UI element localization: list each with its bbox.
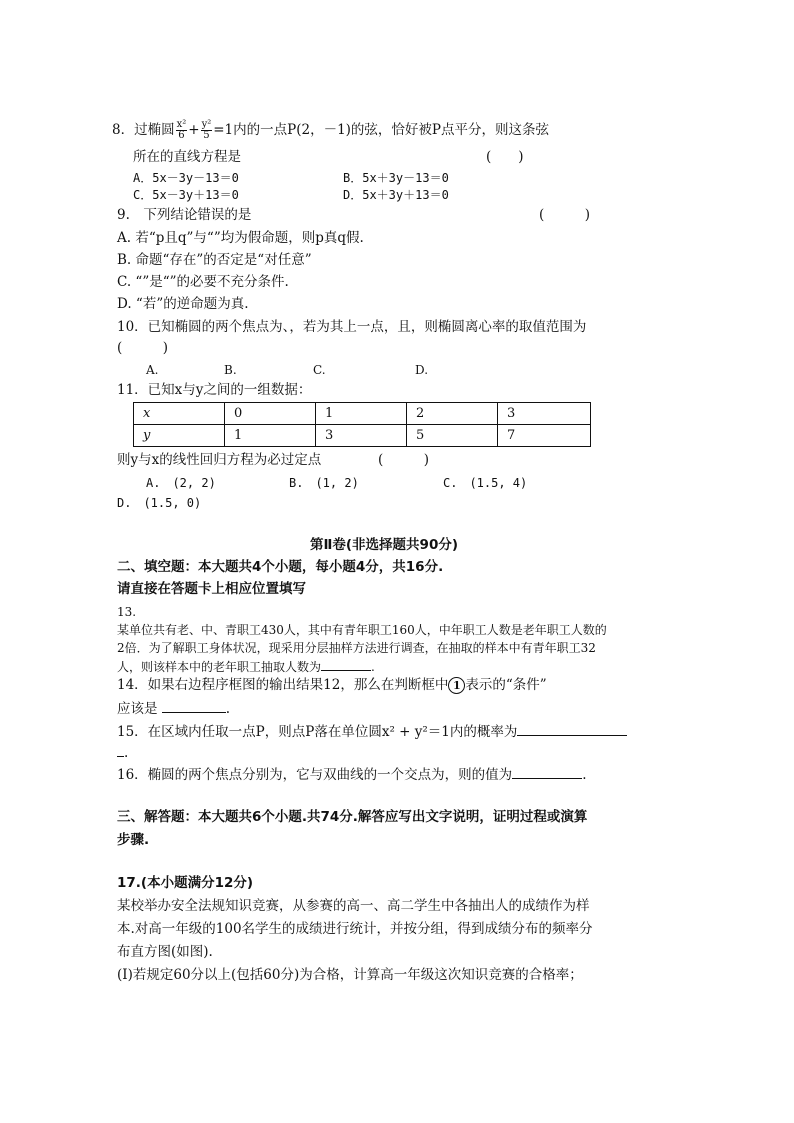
q11-option-a: A. (2, 2) [146,476,216,490]
question-17-title: 17.(本小题满分12分) [117,875,254,891]
table-cell: 0 [225,403,316,425]
q17-part-1: (Ⅰ)若规定60分以上(包括60分)为合格，计算高一年级这次知识竞赛的合格率； [117,967,583,983]
q10-option-b: B. [224,363,237,377]
answer-blank [512,765,582,779]
q10-option-d: D. [415,363,429,377]
question-13-number: 13. [117,605,137,619]
q10-option-c: C. [313,363,326,377]
answer-blank [321,657,371,671]
q10-option-a: A. [146,363,159,377]
q8-fraction-x: $\frac{\text{x²}}{6}$ [176,119,187,141]
q11-after-text: 则y与x的线性回归方程为必过定点 [117,452,322,468]
q17-line-2: 本.对高一年级的100名学生的成绩进行统计，并按分组，得到成绩分布的频率分 [117,921,593,937]
section-2-instruction: 请直接在答题卡上相应位置填写 [117,581,306,597]
q8-answer-bracket: ( ) [486,149,524,165]
q17-line-1: 某校举办安全法规知识竞赛，从参赛的高一、高二学生中各抽出人的成绩作为样 [117,898,590,914]
q8-option-a: A．5x－3y－13＝0 [133,171,239,185]
table-cell: x [134,403,225,425]
data-table [133,402,591,447]
q8-text: =1内的一点P(2，－1)的弦，恰好被P点平分，则这条弦 [213,122,550,138]
q8-fraction-y: $\frac{\text{y²}}{5}$ [201,119,212,141]
q10-answer-bracket: ( ) [117,340,169,356]
answer-blank [517,722,627,736]
table-row [134,425,591,447]
answer-blank [117,743,124,757]
table-cell: 7 [498,425,591,447]
answer-blank [162,699,226,713]
q17-line-3: 布直方图(如图). [117,944,213,960]
q8-option-d: D．5x＋3y＋13＝0 [343,188,449,202]
question-14: 14．如果右边程序框图的输出结果12，那么在判断框中 1 表示的“条件” [117,677,547,693]
question-11: 11．已知x与y之间的一组数据： [117,382,312,398]
question-8: 8．过椭圆 $\frac{\text{x²}}{6}$ + $\frac{\text{y²}}{5}$ =1内的一点P(2，－1)的弦，恰好被P点平分，则这条弦 [112,119,550,141]
section-2-heading: 二、填空题：本大题共4个小题，每小题4分，共16分. [117,559,444,575]
q9-answer-bracket: ( ) [539,207,591,223]
question-15: 15．在区域内任取一点P，则点P落在单位圆x² + y²＝1内的概率为 [117,722,627,741]
table-cell: 5 [407,425,498,447]
table-cell: 1 [316,403,407,425]
question-9: 9. 下列结论错误的是 [117,207,252,223]
q15-line-2: . [117,743,128,762]
q11-answer-bracket: ( ) [378,452,430,468]
part-2-title: 第Ⅱ卷(非选择题共90分) [310,537,459,553]
q9-option-c: C. “”是“”的必要不充分条件. [117,274,289,290]
q8-line2: 所在的直线方程是 [133,149,241,165]
q14-line-2: 应该是 . [117,701,231,717]
question-16: 16．椭圆的两个焦点分别为，它与双曲线的一个交点为，则的值为 . [117,767,587,783]
section-3-heading: 三、解答题：本大题共6个小题.共74分.解答应写出文字说明，证明过程或演算 [117,809,588,825]
section-3-heading-line-2: 步骤. [117,832,150,848]
circled-one-icon: 1 [448,677,465,694]
table-row [134,403,591,425]
q8-prefix: 8．过椭圆 [112,122,175,138]
table-cell: 1 [225,425,316,447]
q9-option-a: A. 若“p且q”与“”均为假命题，则p真q假. [117,230,364,246]
table-cell: 2 [407,403,498,425]
q13-line-1: 某单位共有老、中、青职工430人，其中有青年职工160人，中年职工人数是老年职工人数的 [117,623,607,637]
question-10: 10．已知椭圆的两个焦点为、，若为其上一点，且，则椭圆离心率的取值范围为 [117,319,587,335]
q8-option-c: C．5x－3y＋13＝0 [133,188,239,202]
q8-option-b: B．5x＋3y－13＝0 [343,171,449,185]
q11-option-d: D. (1.5, 0) [117,496,202,510]
table-cell: 3 [498,403,591,425]
q9-option-b: B. 命题“存在”的否定是“对任意” [117,252,312,268]
q13-line-2: 2倍．为了解职工身体状况，现采用分层抽样方法进行调查，在抽取的样本中有青年职工32 [117,641,596,655]
q13-line-3: 人，则该样本中的老年职工抽取人数为 . [117,657,375,676]
table-cell: y [134,425,225,447]
q11-option-c: C. (1.5, 4) [443,476,528,490]
q9-option-d: D. “若”的逆命题为真. [117,296,249,312]
q11-option-b: B. (1, 2) [289,476,359,490]
table-cell: 3 [316,425,407,447]
